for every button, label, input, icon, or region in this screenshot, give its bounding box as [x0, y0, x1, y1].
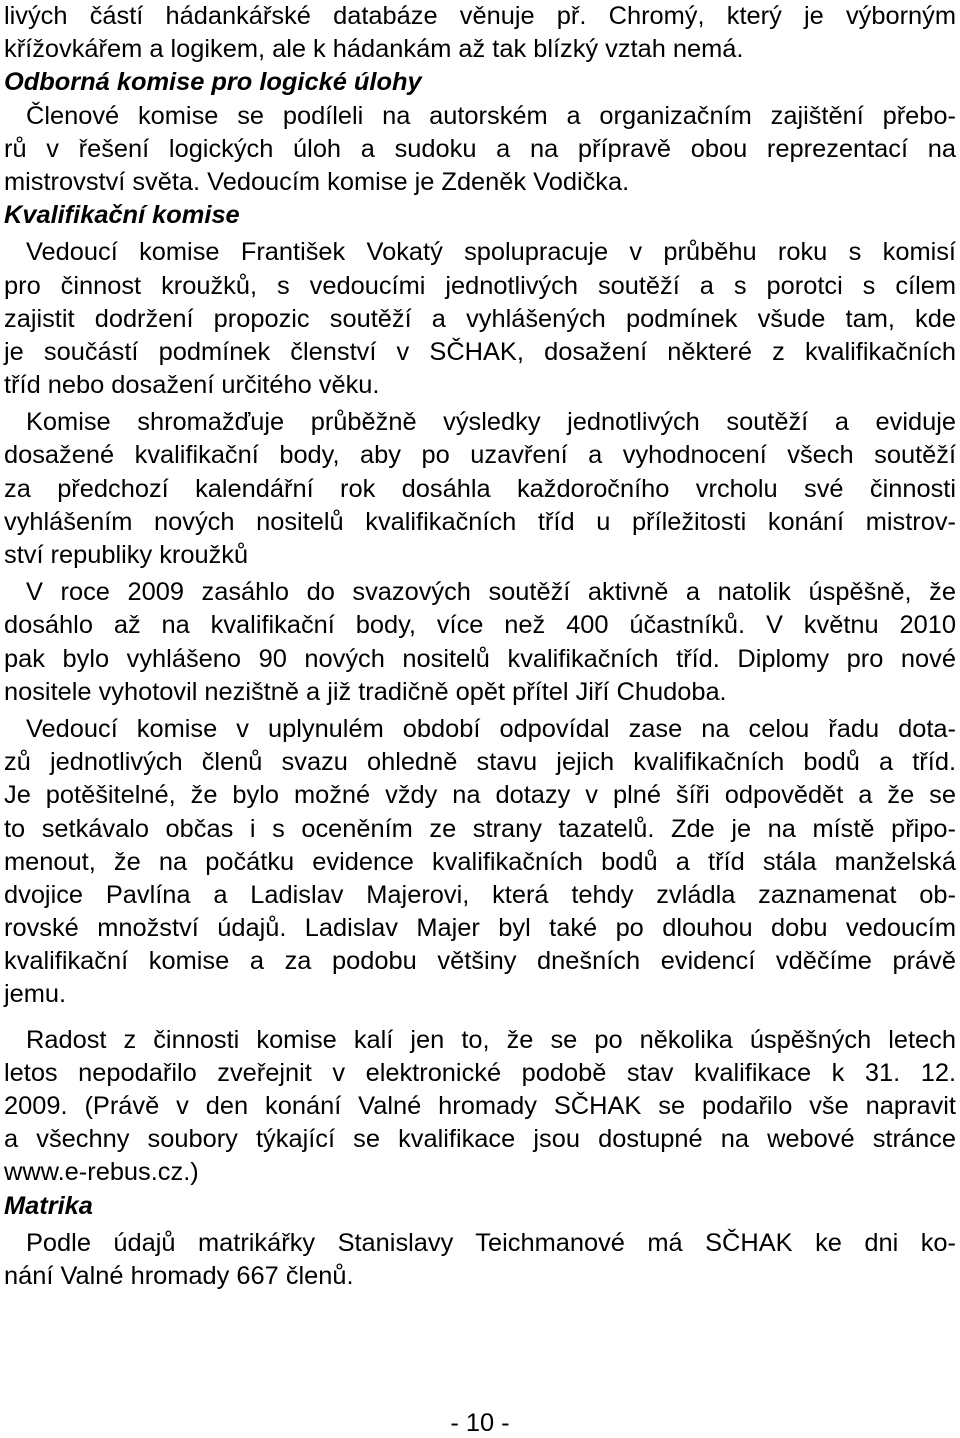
- text-line: Radost z činnosti komise kalí jen to, že se po několika úspěšných letech: [26, 1025, 956, 1054]
- text-line: livých částí hádankářské databáze věnuje př. Chromý, který je výborným: [4, 2, 956, 30]
- text-line: nositele vyhotovil nezištně a již tradičně opět přítel Jiří Chudoba.: [4, 677, 727, 706]
- qualification-paragraph-5: [4, 1024, 956, 1190]
- text-line: Komise shromažďuje průběžně výsledky jednotlivých soutěží a eviduje: [26, 408, 956, 437]
- text-line: menout, že na počátku evidence kvalifikačních bodů a tříd stála manželská: [4, 847, 956, 876]
- text-line: vyhlášením nových nositelů kvalifikačních tříd u příležitosti konání mistrov-: [4, 507, 956, 536]
- registry-paragraph: [4, 1227, 956, 1293]
- text-line: letos nepodařilo zveřejnit v elektronické podobě stav kvalifikace k 31. 12.: [4, 1058, 956, 1087]
- text-line: dosáhlo až na kvalifikační body, více než 400 účastníků. V květnu 2010: [4, 611, 956, 640]
- qualification-paragraph-1: [4, 236, 956, 402]
- section-heading-qualification-committee: Kvalifikační komise: [4, 201, 240, 230]
- text-line: zajistit dodržení propozic soutěží a vyhlášených podmínek všude tam, kde: [4, 304, 956, 333]
- text-line: Vedoucí komise František Vokatý spolupracuje v průběhu roku s komisí: [26, 238, 956, 267]
- qualification-paragraph-2: [4, 406, 956, 572]
- text-line: pak bylo vyhlášeno 90 nových nositelů kvalifikačních tříd. Diplomy pro nové: [4, 644, 956, 673]
- text-line: tříd nebo dosažení určitého věku.: [4, 371, 380, 400]
- section-heading-logic-committee: Odborná komise pro logické úlohy: [4, 68, 422, 97]
- text-line: Vedoucí komise v uplynulém období odpovídal zase na celou řadu dota-: [26, 714, 956, 743]
- text-line: V roce 2009 zasáhlo do svazových soutěží aktivně a natolik úspěšně, že: [26, 578, 956, 607]
- text-line: ství republiky kroužků: [4, 541, 249, 569]
- text-line: je součástí podmínek členství v SČHAK, dosažení některé z kvalifikačních: [4, 337, 956, 366]
- text-line: 2009. (Právě v den konání Valné hromady SČHAK se podařilo vše napravit: [4, 1092, 956, 1120]
- qualification-paragraph-3: [4, 576, 956, 709]
- intro-paragraph: [4, 0, 956, 66]
- text-line: nání Valné hromady 667 členů.: [4, 1261, 354, 1290]
- text-line: to setkávalo občas i s oceněním ze strany tazatelů. Zde je na místě připo-: [4, 814, 956, 843]
- text-line: www.e-rebus.cz.): [4, 1158, 199, 1187]
- text-line: dosažené kvalifikační body, aby po uzavření a vyhodnocení všech soutěží: [4, 441, 956, 470]
- text-line: pro činnost kroužků, s vedoucími jednotlivých soutěží a s porotci s cílem: [4, 271, 956, 300]
- section-heading-registry: Matrika: [4, 1191, 93, 1220]
- text-line: zů jednotlivých členů svazu ohledně stavu jejich kvalifikačních bodů a tříd.: [4, 748, 956, 777]
- text-line: rů v řešení logických úloh a sudoku a na přípravě obou reprezentací na: [4, 134, 956, 163]
- text-line: Je potěšitelné, že bylo možné vždy na dotazy v plné šíři odpovědět a že se: [4, 781, 956, 810]
- text-line: za předchozí kalendářní rok dosáhla každoročního vrcholu své činnosti: [4, 474, 956, 503]
- text-line: křížovkářem a logikem, ale k hádankám až tak blízký vztah nemá.: [4, 35, 744, 64]
- text-line: dvojice Pavlína a Ladislav Majerovi, která tehdy zvládla zaznamenat ob-: [4, 880, 956, 909]
- text-line: a všechny soubory týkající se kvalifikace jsou dostupné na webové stránce: [4, 1125, 956, 1154]
- text-line: Členové komise se podíleli na autorském a organizačním zajištění přebo-: [26, 101, 956, 130]
- text-line: Podle údajů matrikářky Stanislavy Teichmanové má SČHAK ke dni ko-: [26, 1228, 956, 1257]
- text-line: rovské množství údajů. Ladislav Majer byl také po dlouhou dobu vedoucím: [4, 914, 956, 943]
- text-line: kvalifikační komise a za podobu většiny dnešních evidencí vděčíme právě: [4, 947, 956, 976]
- text-line: jemu.: [4, 980, 67, 1009]
- logic-committee-paragraph: [4, 100, 956, 200]
- page-number: - 10 -: [450, 1409, 510, 1437]
- document-page: [4, 0, 956, 1437]
- qualification-paragraph-4: [4, 713, 956, 1012]
- text-line: mistrovství světa. Vedoucím komise je Zdeněk Vodička.: [4, 167, 630, 196]
